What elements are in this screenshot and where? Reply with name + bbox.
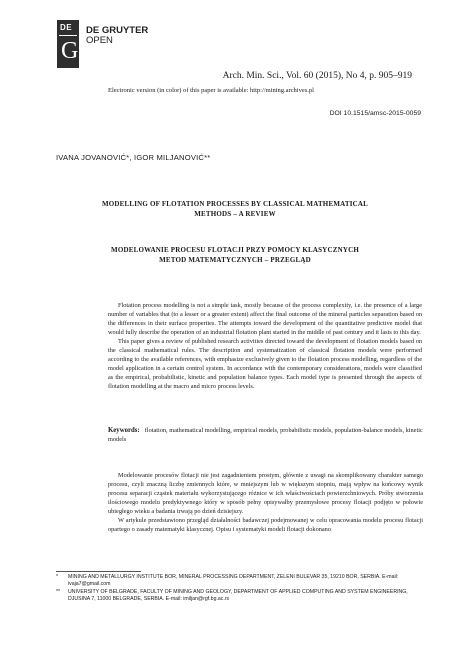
- title-polish-line-2: METOD MATEMATYCZNYCH – PRZEGLĄD: [159, 256, 311, 264]
- title-polish: [60, 245, 410, 265]
- polish-abstract: [108, 472, 423, 535]
- electronic-version-note: Electronic version (in color) of this paper is available: http://mining.archives.pl: [108, 87, 314, 94]
- title-polish-line-1: MODELOWANIE PROCESU FLOTACJI PRZY POMOCY KLASYCZNYCH: [111, 246, 359, 254]
- publisher-name: [86, 26, 148, 46]
- abstract: [108, 302, 422, 392]
- footnote: [56, 574, 426, 588]
- footnote-marker: **: [56, 589, 61, 595]
- doi: DOI 10.1515/amsc-2015-0059: [329, 110, 421, 117]
- footnote-marker: *: [56, 574, 59, 580]
- logo-divider: [59, 35, 77, 36]
- title-english-line-2: METHODS – A REVIEW: [194, 210, 276, 218]
- title-english: [60, 199, 410, 219]
- polish-paragraph-2: W artykule przedstawiono przegląd działalności badawczej podejmowanej w celu opracowania modelu procesu flotacji opartego o zasady matematyki klasycznej. Opisu i systematyki modeli flotacji dokonano: [108, 516, 423, 533]
- title-english-line-1: MODELLING OF FLOTATION PROCESSES BY CLASSICAL MATHEMATICAL: [101, 200, 369, 208]
- logo-top-text: DE: [60, 23, 73, 32]
- polish-paragraph-1: Modelowanie procesów flotacji nie jest zagadnieniem prostym, głównie z uwagi na skomplikowany charakter samego procesu, czyli znaczną liczbę zmiennych które, w mniejszym lub w większym stopniu, mają wpływ na końcowy wynik procesu separacji cząstek materiału wykorzystującego różnice w ich właściwościach powierzchniowych. Próby stworzenia ilościowego modelu predyktywnego który w sposób pełny opisywałby przemysłowe procesy flotacji podjęto w połowie ubiegłego wieku a badania trwają po dzień dzisiejszy.: [108, 472, 423, 515]
- publisher-logo: [57, 20, 79, 68]
- footnote-text: UNIVERSITY OF BELGRADE, FACULTY OF MINING AND GEOLOGY, DEPARTMENT OF APPLIED COMPUTING AND SYSTEM ENGINEERING, DJUSINA 7, 11000 BELGRADE, SERBIA. E-mail: imiljan@rgf.bg.ac.rs: [68, 589, 408, 602]
- journal-reference: Arch. Min. Sci., Vol. 60 (2015), No 4, p. 905–919: [222, 71, 412, 81]
- logo-bottom-text: G: [61, 38, 79, 64]
- footnotes: [56, 574, 426, 604]
- keywords: [108, 426, 426, 444]
- publisher-line-2: OPEN: [86, 35, 113, 46]
- keywords-label: Keywords:: [108, 427, 140, 434]
- footnote-text: MINING AND METALLURGY INSTITUTE BOR, MINERAL PROCESSING DEPARTMENT, ZELENI BULEVAR 35, 19210 BOR, SERBIA. E-mail: ivaja7@gmail.com: [68, 574, 399, 587]
- abstract-paragraph-2: This paper gives a review of published research activities directed toward the development of flotation models based on the classical mathematical rules. The description and systematization of classical flotation models were performed according to the available references, with emphasize exclusively given to the flotation process modelling, regardless of the model application in a certain control system. In accordance with the contemporary considerations, models were classified as the empirical, probabilistic, kinetic and population balance types. Each model type is presented through the aspects of flotation modelling at the macro and micro process levels.: [108, 337, 422, 390]
- publisher-line-1: DE GRUYTER: [86, 25, 149, 36]
- footnote: [56, 589, 426, 603]
- footnote-rule: [56, 571, 141, 572]
- keywords-text: flotation, mathematical modelling, empirical models, probabilistic models, population-balance models, kinetic models: [108, 427, 423, 443]
- abstract-paragraph-1: Flotation process modelling is not a simple task, mostly because of the process complexity, i.e. the presence of a large number of variables that (to a lesser or a greater extent) affect the final outcome of the mineral particles separation based on the differences in their surface properties. The attempts toward the development of the quantitative predictive model that would fully describe the operation of an industrial flotation plant started in the middle of past century and it lasts to this day.: [108, 302, 422, 336]
- authors: IVANA JOVANOVIĆ*, IGOR MILJANOVIĆ**: [56, 153, 211, 162]
